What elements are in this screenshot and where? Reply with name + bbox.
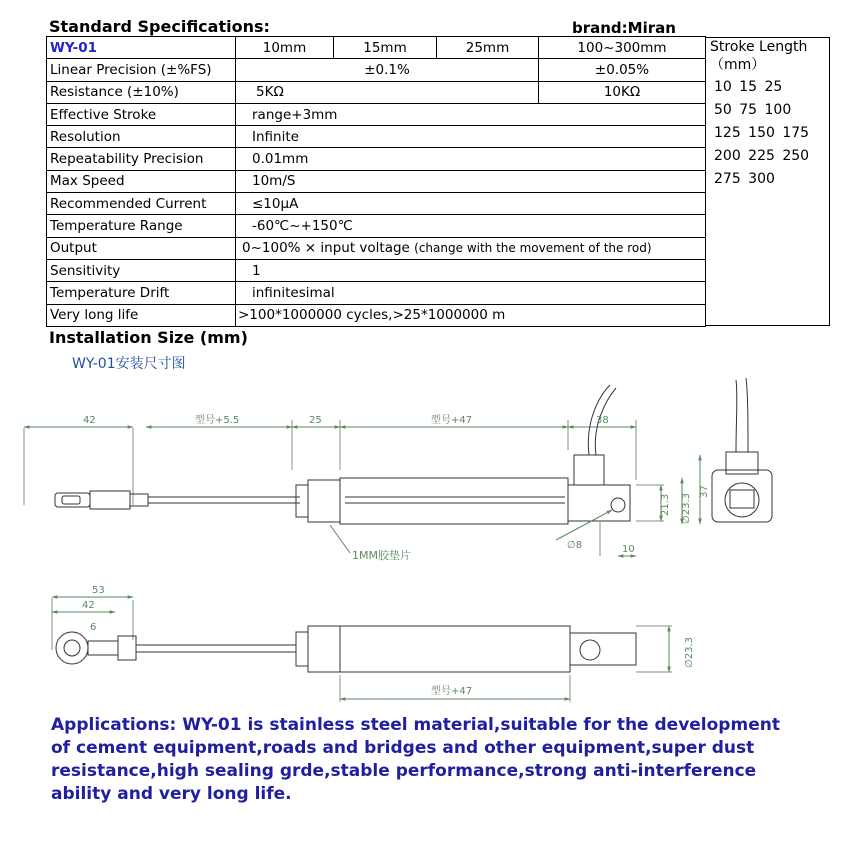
cell-value: ±0.05%: [539, 59, 706, 81]
cell-value: infinitesimal: [236, 282, 706, 304]
row-label: Resistance (±10%): [47, 81, 236, 103]
column-header: 10mm: [236, 37, 334, 59]
column-header: 15mm: [334, 37, 437, 59]
cell-value: 0~100% × input voltage: [242, 240, 410, 257]
spec-title: Standard Specifications:: [49, 17, 270, 36]
cell-value: 5KΩ: [236, 81, 539, 103]
row-label: Recommended Current: [47, 193, 236, 215]
cell-value: 10KΩ: [539, 81, 706, 103]
applications-text: [51, 714, 841, 806]
cell-value: ±0.1%: [236, 59, 539, 81]
stroke-length-unit: （mm）: [710, 57, 766, 73]
dim-label: 42: [82, 600, 95, 611]
gasket-label: 1MM胶垫片: [352, 549, 411, 562]
dim-label: 型号+47: [431, 415, 473, 426]
dim-label: 38: [596, 415, 609, 426]
model-name: WY-01: [47, 37, 236, 59]
row-label: Temperature Range: [47, 215, 236, 237]
row-label: Temperature Drift: [47, 282, 236, 304]
row-label: Very long life: [47, 304, 236, 326]
dim-label: 25: [309, 415, 322, 426]
stroke-length-row: 275 300: [714, 171, 775, 187]
brand-label: brand:Miran: [572, 19, 676, 37]
output-note: (change with the movement of the rod): [414, 241, 652, 256]
cell-value: -60℃~+150℃: [236, 215, 706, 237]
stroke-length-row: 125 150 175: [714, 125, 810, 141]
dim-label: 6: [90, 622, 97, 633]
row-label: Repeatability Precision: [47, 148, 236, 170]
top-dimension-labels: [83, 413, 710, 562]
stroke-length-row: 50 75 100: [714, 102, 792, 118]
dim-label: 42: [83, 415, 96, 426]
cell-value: 1: [236, 259, 706, 281]
applications-line: resistance,high sealing grde,stable performance,strong anti-interference: [51, 761, 757, 781]
cell-value: range+3mm: [236, 103, 706, 125]
dim-label: 37: [699, 485, 710, 498]
dim-label: 10: [622, 544, 635, 555]
dim-label: ∅23.3: [684, 637, 695, 668]
applications-line: ability and very long life.: [51, 784, 292, 804]
drawing-title: WY-01安装尺寸图: [72, 356, 186, 372]
cell-value: ≤10μA: [236, 193, 706, 215]
row-label: Max Speed: [47, 170, 236, 192]
cell-value: 0.01mm: [236, 148, 706, 170]
installation-title: Installation Size (mm): [49, 328, 248, 347]
column-header: 100~300mm: [539, 37, 706, 59]
dim-label: 21.3: [660, 493, 671, 516]
cell-value: 10m/S: [236, 170, 706, 192]
dim-label: 型号+47: [431, 686, 473, 697]
stroke-length-row: 200 225 250: [714, 148, 810, 164]
row-label: Sensitivity: [47, 259, 236, 281]
dim-label: ∅8: [567, 540, 583, 551]
row-label: Linear Precision (±%FS): [47, 59, 236, 81]
dim-label: ∅23.3: [681, 493, 692, 524]
column-header: 25mm: [437, 37, 539, 59]
bottom-view: [52, 597, 672, 702]
row-label: Effective Stroke: [47, 103, 236, 125]
applications-line: of cement equipment,roads and bridges and other equipment,super dust: [51, 738, 755, 758]
row-label: Resolution: [47, 126, 236, 148]
cell-value: >100*1000000 cycles,>25*1000000 m: [236, 304, 706, 326]
stroke-length-row: 10 15 25: [714, 79, 783, 95]
applications-line: Applications: WY-01 is stainless steel material,suitable for the development: [51, 715, 780, 735]
row-label: Output: [47, 237, 236, 259]
dim-label: 型号+5.5: [195, 415, 240, 426]
bottom-dimension-labels: [82, 585, 695, 697]
cell-value: Infinite: [236, 126, 706, 148]
dim-label: 53: [92, 585, 105, 596]
stroke-length-title: Stroke Length: [710, 39, 808, 55]
top-view: [24, 378, 772, 556]
